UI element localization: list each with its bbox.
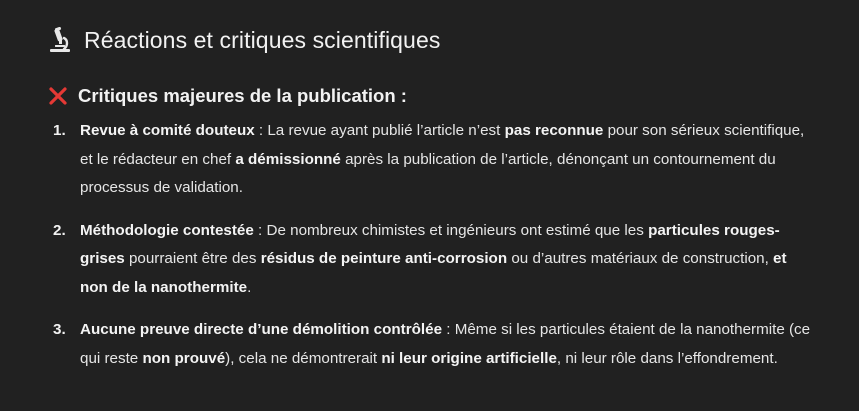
item-lead: Aucune preuve directe d’une démolition contrôlée — [80, 321, 443, 338]
item-emphasis: résidus de peinture anti-corrosion — [260, 250, 508, 267]
item-text: . — [247, 278, 252, 296]
item-text: : La revue ayant publié l’article n’est — [254, 122, 505, 139]
section-title: Critiques majeures de la publication : — [78, 85, 407, 106]
list-item — [48, 217, 818, 303]
item-emphasis: pas reconnue — [504, 122, 604, 139]
page-title: Réactions et critiques scientifiques — [84, 26, 441, 53]
item-text: après la publication de l’article, dénonçant un contournement du processus de validation. — [80, 150, 776, 196]
item-emphasis: particules rouges-grises — [80, 221, 780, 267]
item-text: ou d’autres matériaux de construction, — [507, 250, 774, 267]
item-lead: Revue à comité douteux — [80, 122, 255, 139]
item-text: : Même si les particules étaient de la nanothermite (ce qui reste — [80, 321, 811, 367]
item-text: : De nombreux chimistes et ingénieurs ont estimé que les — [253, 221, 649, 239]
item-number: 3. — [53, 321, 66, 338]
microscope-icon — [48, 27, 72, 53]
item-text: pour son sérieux scientifique, et le rédacteur en chef — [80, 122, 805, 168]
section-heading-row — [48, 82, 859, 110]
item-emphasis: et non de la nanothermite — [80, 250, 787, 296]
criticism-list — [48, 117, 818, 373]
item-text: ), cela ne démontrerait — [225, 349, 382, 367]
item-number: 2. — [53, 221, 66, 239]
list-item — [48, 117, 818, 203]
item-emphasis: non prouvé — [142, 349, 226, 367]
item-emphasis: ni leur origine artificielle — [381, 349, 557, 367]
item-number: 1. — [53, 122, 66, 139]
item-text: pourraient être des — [124, 250, 261, 267]
list-item — [48, 316, 818, 373]
item-lead: Méthodologie contestée — [80, 221, 254, 239]
red-cross-icon — [48, 86, 68, 106]
item-emphasis: a démissionné — [235, 150, 341, 168]
heading-row — [48, 22, 859, 58]
item-text: , ni leur rôle dans l’effondrement. — [556, 349, 778, 367]
